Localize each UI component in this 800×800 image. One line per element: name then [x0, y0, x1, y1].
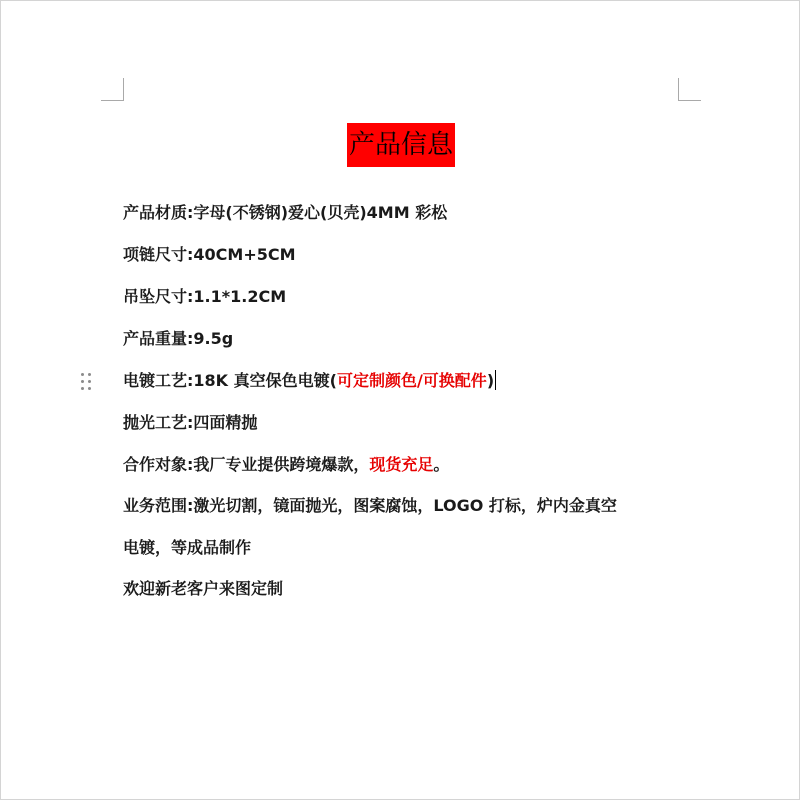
- paragraph-partners[interactable]: [123, 453, 449, 477]
- drag-handle-icon[interactable]: [79, 371, 93, 391]
- text-cursor: [495, 370, 496, 390]
- paragraph-plating[interactable]: [123, 369, 496, 393]
- paragraph-text-suffix: 。: [433, 455, 450, 474]
- paragraph-business-scope[interactable]: [123, 494, 617, 518]
- paragraph-welcome[interactable]: [123, 577, 283, 601]
- paragraph-pendant-size[interactable]: [123, 285, 286, 309]
- paragraph-weight[interactable]: [123, 327, 233, 351]
- paragraph-text: 业务范围:激光切割，镜面抛光，图案腐蚀，LOGO 打标，炉内金真空: [123, 496, 617, 515]
- paragraph-text: 产品重量:9.5g: [123, 329, 234, 348]
- paragraph-necklace-size[interactable]: [123, 243, 296, 267]
- margin-corner-top-left: [101, 78, 124, 101]
- paragraph-text-suffix: ): [486, 371, 495, 390]
- paragraph-business-scope-cont[interactable]: [123, 536, 251, 560]
- paragraph-material[interactable]: [123, 201, 447, 225]
- paragraph-text: 项链尺寸:40CM+5CM: [123, 245, 296, 264]
- paragraph-text: 电镀，等成品制作: [123, 538, 252, 557]
- document-title: 产品信息: [347, 123, 455, 167]
- highlighted-text: 可定制颜色/可换配件: [336, 371, 487, 390]
- paragraph-text: 吊坠尺寸:1.1*1.2CM: [123, 287, 287, 306]
- paragraph-text: 抛光工艺:四面精抛: [123, 413, 258, 432]
- paragraph-text: 产品材质:字母(不锈钢)爱心(贝壳)4MM 彩松: [123, 203, 448, 222]
- title-paragraph[interactable]: [1, 123, 800, 167]
- highlighted-text: 现货充足: [369, 455, 434, 474]
- margin-corner-top-right: [678, 78, 701, 101]
- paragraph-text: 欢迎新老客户来图定制: [123, 579, 284, 598]
- paragraph-polishing[interactable]: [123, 411, 257, 435]
- paragraph-text-prefix: 合作对象:我厂专业提供跨境爆款，: [123, 455, 370, 474]
- paragraph-text-prefix: 电镀工艺:18K 真空保色电镀(: [123, 371, 337, 390]
